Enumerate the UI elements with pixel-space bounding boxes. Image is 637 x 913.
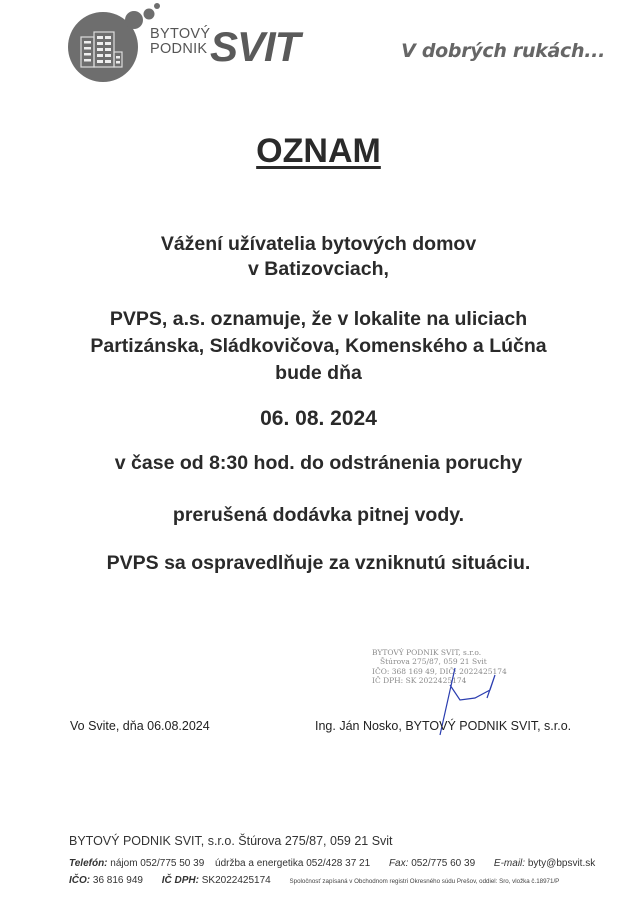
apology-line: PVPS sa ospravedlňuje za vzniknutú situáciu. [106,552,531,574]
fax-label: Fax: [388,858,409,869]
notice-title: OZNAM [256,132,381,170]
fax-number: 052/775 60 39 [411,858,476,869]
footer-registry [69,875,559,886]
phone-udrzba: údržba a energetika 052/428 37 21 [215,858,371,869]
slogan: V dobrých rukách... [401,40,605,62]
ico-value: 36 816 949 [92,875,143,886]
stamp-line-2: Štúrova 275/87, 059 21 Svit [380,657,487,667]
email-link[interactable]: byty@bpsvit.sk [527,858,596,869]
logo-line-2: PODNIK [150,41,208,57]
body-line-3: bude dňa [275,362,362,384]
outage-date: 06. 08. 2024 [260,407,377,430]
email-label: E-mail: [493,858,526,869]
registry-note: Spoločnosť zapísaná v Obchodnom registri Okresného súdu Prešov, oddiel: Sro, vložka č.18971/P [289,878,560,885]
footer-contacts [69,858,595,869]
logo-brand: SVIT [210,23,300,70]
place-date: Vo Svite, dňa 06.08.2024 [70,719,210,733]
phone-label: Telefón: [69,858,108,869]
logo-line-1: BYTOVÝ [150,26,211,42]
icdph-label: IČ DPH: [161,875,199,886]
logo-text [150,27,210,57]
greeting-line-1: Vážení užívatelia bytových domov [160,233,477,255]
outage-line: prerušená dodávka pitnej vody. [172,504,465,526]
ico-label: IČO: [69,875,91,886]
stamp-line-1: BYTOVÝ PODNIK SVIT, s.r.o. [372,648,482,657]
body-line-2: Partizánska, Sládkovičova, Komenského a Lúčna [90,335,547,357]
stamp-line-4: IČ DPH: SK 2022425174 [372,675,467,685]
body-line-1: PVPS, a.s. oznamuje, že v lokalite na uliciach [109,308,528,330]
footer-address: BYTOVÝ PODNIK SVIT, s.r.o. Štúrova 275/87, 059 21 Svit [69,834,393,848]
greeting-line-2: v Batizovciach, [248,258,389,280]
icdph-value: SK2022425174 [201,875,271,886]
signatory: Ing. Ján Nosko, BYTOVÝ PODNIK SVIT, s.r.o. [315,719,572,733]
phone-najom: nájom 052/775 50 39 [110,858,205,869]
time-line: v čase od 8:30 hod. do odstránenia poruchy [114,452,523,474]
stamp-line-3: IČO: 368 169 49, DIČ: 2022425174 [372,666,507,676]
